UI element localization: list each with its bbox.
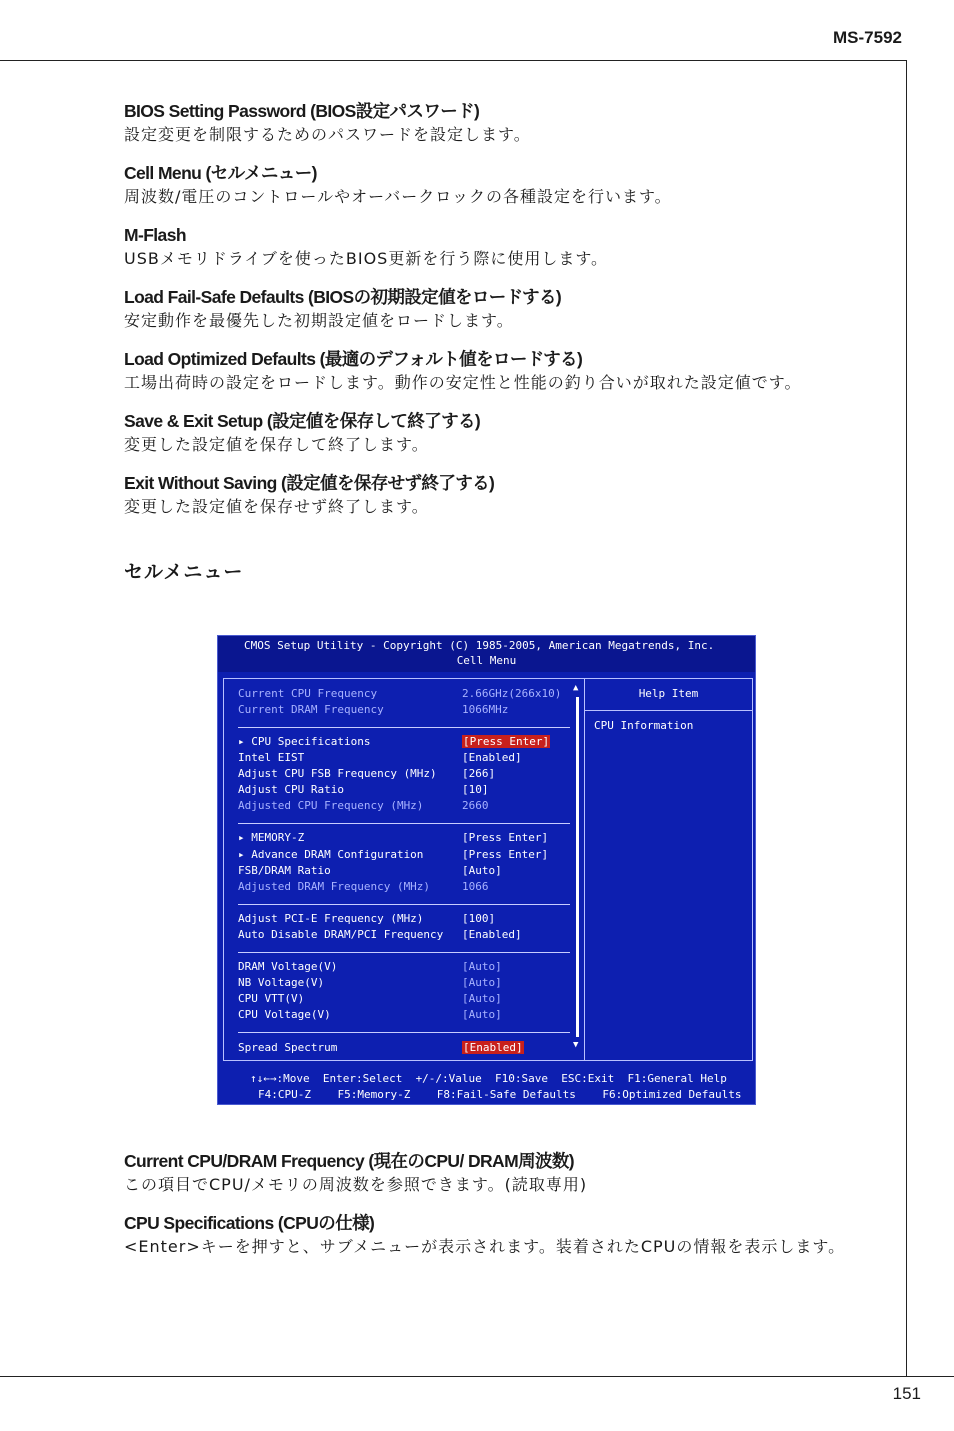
- bios-row-value: 2660: [462, 799, 489, 812]
- help-title: Help Item: [638, 687, 699, 700]
- bios-row-value[interactable]: [Press Enter]: [463, 735, 550, 748]
- bios-row: [238, 960, 568, 976]
- bios-row[interactable]: [238, 928, 568, 944]
- section-heading: セルメニュー: [124, 561, 244, 583]
- item-save-exit: [124, 410, 854, 457]
- bios-divider: [238, 904, 570, 905]
- bios-row-value[interactable]: [Press Enter]: [462, 848, 549, 861]
- item-title: BIOS Setting Password (BIOS設定パスワード): [124, 101, 480, 121]
- cell-menu-descriptions: [124, 1150, 854, 1274]
- scrollbar[interactable]: [576, 697, 579, 1037]
- bios-row: [238, 880, 568, 896]
- bios-row-label: CPU VTT(V): [238, 992, 305, 1005]
- item-desc: 安定動作を最優先した初期設定値をロードします。: [124, 311, 514, 330]
- item-desc: 工場出荷時の設定をロードします。動作の安定性と性能の釣り合いが取れた設定値です。: [124, 373, 802, 392]
- bios-subtitle: Cell Menu: [456, 654, 517, 667]
- item-exit-without-saving: [124, 472, 854, 519]
- bios-row-value[interactable]: [Enabled]: [463, 1041, 523, 1054]
- item-cell-menu: [124, 162, 854, 209]
- bios-row-label: Current DRAM Frequency: [238, 703, 384, 716]
- bios-row[interactable]: [238, 848, 568, 864]
- bios-row[interactable]: [238, 735, 568, 751]
- item-desc: 変更した設定値を保存せず終了します。: [124, 497, 429, 516]
- bios-row-value[interactable]: [Press Enter]: [462, 831, 549, 844]
- bios-row-value[interactable]: [Auto]: [462, 864, 502, 877]
- bios-key-legend: [218, 1064, 755, 1104]
- item-desc: <Enter>キーを押すと、サブメニューが表示されます。装着されたCPUの情報を表示します。: [124, 1237, 846, 1256]
- bios-row: [238, 687, 568, 703]
- bios-row[interactable]: [238, 783, 568, 799]
- item-m-flash: [124, 224, 854, 271]
- bios-row-label: FSB/DRAM Ratio: [238, 864, 331, 877]
- bios-header: [218, 636, 755, 672]
- bios-title: CMOS Setup Utility - Copyright (C) 1985-2005, American Megatrends, Inc.: [244, 639, 715, 652]
- bios-row-value: 2.66GHz(266x10): [462, 687, 562, 700]
- bios-divider: [238, 952, 570, 953]
- bottom-rule: [0, 1376, 954, 1377]
- bios-row-value[interactable]: [100]: [462, 912, 496, 925]
- bios-row[interactable]: [238, 912, 568, 928]
- item-title: Load Fail-Safe Defaults (BIOSの初期設定値をロードする): [124, 287, 562, 307]
- item-title: Save & Exit Setup (設定値を保存して終了する): [124, 411, 481, 431]
- item-title: M-Flash: [124, 225, 186, 245]
- bios-row-value[interactable]: [Enabled]: [462, 751, 522, 764]
- help-text: CPU Information: [594, 719, 694, 732]
- menu-descriptions: [124, 100, 854, 584]
- page-number: 151: [892, 1384, 921, 1403]
- bios-row: [238, 1008, 568, 1024]
- bios-row-label: ▸ Advance DRAM Configuration: [238, 848, 424, 861]
- bios-screenshot: [217, 635, 756, 1105]
- key-legend-line-2: F4:CPU-Z F5:Memory-Z F8:Fail-Safe Defaults F6:Optimized Defaults: [258, 1088, 742, 1101]
- bios-row-value[interactable]: [266]: [462, 767, 496, 780]
- scroll-down-arrow-icon[interactable]: ▼: [573, 1040, 579, 1050]
- bios-row-value[interactable]: [Auto]: [462, 992, 502, 1005]
- bios-row[interactable]: [238, 767, 568, 783]
- bios-row-label: ▸ CPU Specifications: [238, 735, 371, 748]
- bios-row: [238, 799, 568, 815]
- bios-row-label: Spread Spectrum: [238, 1041, 338, 1054]
- scroll-up-arrow-icon[interactable]: ▲: [573, 683, 579, 693]
- bios-row-label: DRAM Voltage(V): [238, 960, 338, 973]
- item-desc: この項目でCPU/メモリの周波数を参照できます。(読取専用): [124, 1175, 588, 1194]
- bios-row-label: Intel EIST: [238, 751, 305, 764]
- bios-row: [238, 992, 568, 1008]
- bios-divider: [238, 1032, 570, 1033]
- item-cpu-specifications: [124, 1212, 854, 1259]
- bios-row-label: Adjust CPU Ratio: [238, 783, 344, 796]
- bios-row-label: Adjust CPU FSB Frequency (MHz): [238, 767, 437, 780]
- bios-row-value[interactable]: [10]: [462, 783, 489, 796]
- item-desc: USBメモリドライブを使ったBIOS更新を行う際に使用します。: [124, 249, 609, 268]
- bios-row[interactable]: [238, 1041, 568, 1057]
- item-desc: 変更した設定値を保存して終了します。: [124, 435, 429, 454]
- bios-divider: [238, 823, 570, 824]
- bios-row-label: ▸ MEMORY-Z: [238, 831, 305, 844]
- bios-row-label: Current CPU Frequency: [238, 687, 378, 700]
- item-desc: 周波数/電圧のコントロールやオーバークロックの各種設定を行います。: [124, 187, 672, 206]
- bios-row: [238, 976, 568, 992]
- bios-row-label: CPU Voltage(V): [238, 1008, 331, 1021]
- bios-row-label: Adjusted DRAM Frequency (MHz): [238, 880, 431, 893]
- item-title: CPU Specifications (CPUの仕様): [124, 1213, 375, 1233]
- item-title: Current CPU/DRAM Frequency (現在のCPU/ DRAM周波数): [124, 1151, 575, 1171]
- item-current-frequency: [124, 1150, 854, 1197]
- bios-row-value: 1066: [462, 880, 489, 893]
- bios-divider: [238, 727, 570, 728]
- item-fail-safe: [124, 286, 854, 333]
- item-title: Load Optimized Defaults (最適のデフォルト値をロードする): [124, 349, 583, 369]
- bios-row-value[interactable]: [Auto]: [462, 960, 502, 973]
- item-bios-password: [124, 100, 854, 147]
- right-rule: [906, 60, 907, 1376]
- model-label: MS-7592: [833, 28, 902, 47]
- item-title: Exit Without Saving (設定値を保存せず終了する): [124, 473, 495, 493]
- bios-row-value[interactable]: [Auto]: [462, 1008, 502, 1021]
- bios-row-value: 1066MHz: [462, 703, 509, 716]
- bios-row[interactable]: [238, 751, 568, 767]
- bios-row-value[interactable]: [Auto]: [462, 976, 502, 989]
- bios-row-value[interactable]: [Enabled]: [462, 928, 522, 941]
- top-rule: [0, 60, 906, 61]
- item-title: Cell Menu (セルメニュー): [124, 163, 317, 183]
- bios-row-label: Auto Disable DRAM/PCI Frequency: [238, 928, 444, 941]
- item-optimized: [124, 348, 854, 395]
- bios-row[interactable]: [238, 864, 568, 880]
- bios-row-label: Adjust PCI-E Frequency (MHz): [238, 912, 424, 925]
- bios-row[interactable]: [238, 831, 568, 847]
- bios-settings-panel: [223, 678, 585, 1061]
- bios-row-label: Adjusted CPU Frequency (MHz): [238, 799, 424, 812]
- bios-row: [238, 703, 568, 719]
- item-desc: 設定変更を制限するためのパスワードを設定します。: [124, 125, 531, 144]
- bios-help-panel: [584, 678, 753, 1061]
- help-divider: [585, 710, 752, 711]
- bios-row-label: NB Voltage(V): [238, 976, 325, 989]
- key-legend-line-1: ↑↓←→:Move Enter:Select +/-/:Value F10:Save ESC:Exit F1:General Help: [250, 1072, 727, 1085]
